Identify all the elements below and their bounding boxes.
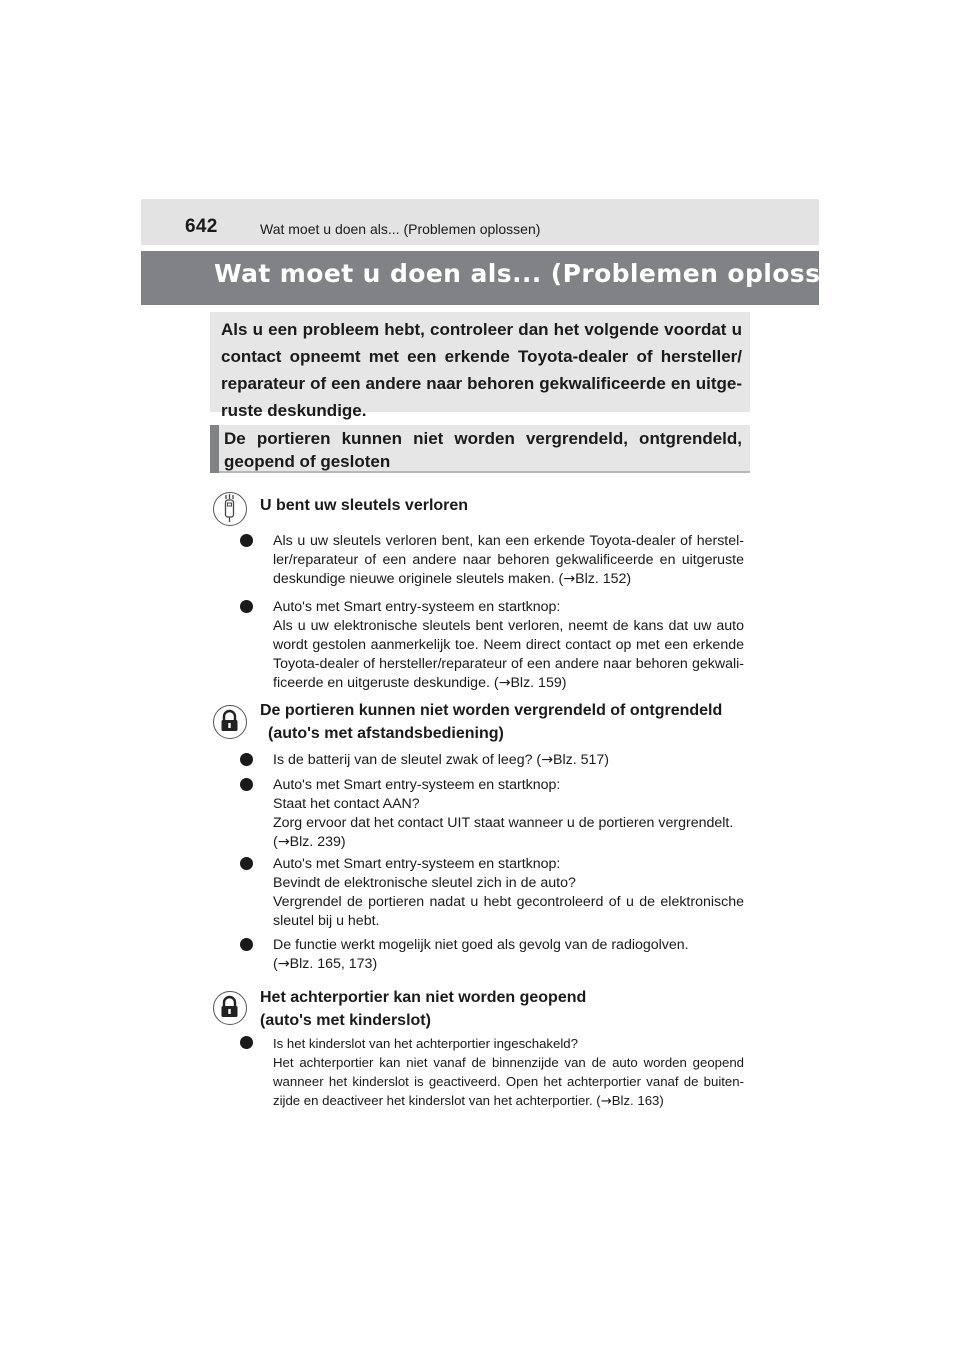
list-item	[240, 855, 744, 935]
bullet-text: Het achterportier kan niet vanaf de binnenzijde van de auto worden geopend wanneer het kinderslot is geactiveerd. Open het achterportier vanaf de buiten-zijde en deactiveer het kinderslot van het achterportier. (	[273, 1055, 744, 1108]
bullet-icon	[240, 534, 253, 547]
arrow-icon: →	[277, 956, 290, 972]
bullet-icon	[240, 1036, 253, 1049]
arrow-icon: →	[277, 834, 290, 850]
bullet-condition: Auto's met Smart entry-systeem en startknop:	[273, 599, 561, 615]
bullet-icon	[240, 938, 253, 951]
list-item: De functie werkt mogelijk niet goed als gevolg van de radiogolven. (→Blz. 165, 173)	[240, 936, 744, 978]
bullet-question: Is het kinderslot van het achterportier ingeschakeld?	[273, 1036, 578, 1051]
topic-heading-child-lock: Het achterportier kan niet worden geopend (auto's met kinderslot)	[260, 989, 587, 1029]
page-reference: Blz. 163)	[611, 1093, 664, 1108]
bullet-icon	[240, 778, 253, 791]
bullet-text: Als u uw sleutels verloren bent, kan een erkende Toyota-dealer of herstel-ler/reparateur of een andere naar behoren gekwalificeerde en uitgeruste deskundige nieuwe originele sleutels maken. (	[273, 533, 744, 587]
section-heading-bar	[210, 425, 219, 473]
bullet-text: De functie werkt mogelijk niet goed als gevolg van de radiogolven.	[273, 937, 689, 953]
list-item	[240, 751, 744, 773]
lock-icon	[213, 991, 247, 1025]
list-item	[240, 598, 744, 698]
page-reference: Blz. 152)	[575, 571, 632, 587]
bullet-icon	[240, 857, 253, 870]
bullet-text: Als u uw elektronische sleutels bent verloren, neemt de kans dat uw auto wordt gestolen aanmerkelijk toe. Neem direct contact op met een erkende Toyota-dealer of hersteller/reparateur of een andere naar behoren gekwali-ficeerde en uitgeruste deskundige. (	[273, 618, 744, 691]
topic-heading-lock: De portieren kunnen niet worden vergrendeld of ontgrendeld (auto's met afstandsbediening)	[260, 702, 723, 742]
page-reference: Blz. 159)	[510, 675, 567, 691]
bullet-icon	[240, 600, 253, 613]
arrow-icon: →	[563, 571, 576, 587]
bullet-text: Vergrendel de portieren nadat u hebt gecontroleerd of u de elektronische sleutel bij u hebt.	[273, 894, 744, 929]
running-title: Wat moet u doen als... (Problemen oplossen)	[260, 221, 541, 237]
page-reference: Blz. 517)	[553, 752, 610, 768]
list-item: Auto's met Smart entry-systeem en startknop: Staat het contact AAN? Zorg ervoor dat het contact UIT staat wanneer u de portieren vergrendelt. (→Blz. 239)	[240, 776, 744, 856]
bullet-question: Staat het contact AAN?	[273, 796, 420, 812]
bullet-text: Zorg ervoor dat het contact UIT staat wanneer u de portieren vergrendelt.	[273, 815, 734, 831]
bullet-condition: Auto's met Smart entry-systeem en startknop:	[273, 856, 561, 872]
page-title: Wat moet u doen als... (Problemen oplossen)	[214, 259, 868, 288]
lock-icon	[213, 705, 247, 739]
topic-heading-lost-keys: U bent uw sleutels verloren	[260, 497, 469, 514]
bullet-condition: Auto's met Smart entry-systeem en startknop:	[273, 777, 561, 793]
arrow-icon: →	[600, 1094, 612, 1109]
bullet-icon	[240, 753, 253, 766]
key-icon	[213, 492, 247, 526]
section-heading: De portieren kunnen niet worden vergrendeld, ontgrendeld, geopend of gesloten	[224, 429, 742, 471]
list-item	[240, 532, 744, 592]
arrow-icon: →	[498, 675, 511, 691]
page-reference: Blz. 165, 173)	[289, 956, 378, 972]
arrow-icon: →	[541, 752, 554, 768]
bullet-question: Bevindt de elektronische sleutel zich in de auto?	[273, 875, 576, 891]
page-number: 642	[185, 216, 218, 237]
intro-text: Als u een probleem hebt, controleer dan het volgende voordat u contact opneemt met een erkende Toyota-dealer of hersteller/ reparateur of een andere naar behoren gekwalificeerde en uitge-ruste deskundige.	[221, 320, 742, 420]
bullet-text: Is de batterij van de sleutel zwak of leeg? (	[273, 752, 542, 768]
page-reference: Blz. 239)	[289, 834, 346, 850]
list-item	[240, 1034, 744, 1114]
